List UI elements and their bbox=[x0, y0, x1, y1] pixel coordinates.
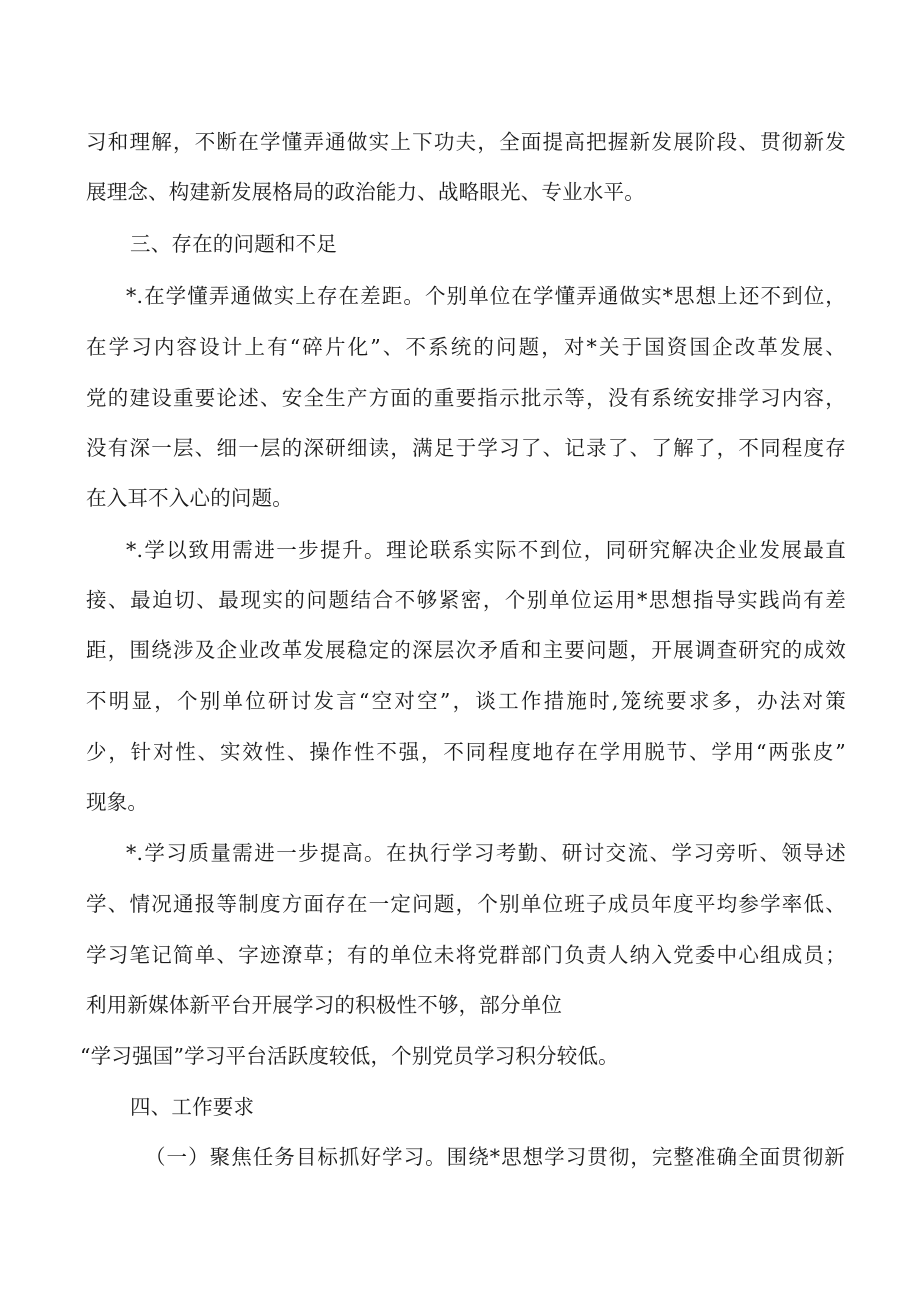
paragraph-line: *.在学懂弄通做实上存在差距。个别单位在学懂弄通做实*思想上还不到位， bbox=[126, 284, 846, 308]
paragraph-line: 党的建设重要论述、安全生产方面的重要指示批示等，没有系统安排学习内容， bbox=[86, 386, 846, 410]
paragraph-line: 在学习内容设计上有“碎片化”、不系统的问题，对*关于国资国企改革发展、 bbox=[86, 335, 846, 359]
section-heading: 三、存在的问题和不足 bbox=[130, 232, 337, 256]
section-heading: 四、工作要求 bbox=[130, 1095, 255, 1119]
subsection-line: （一）聚焦任务目标抓好学习。围绕*思想学习贯彻，完整准确全面贯彻新 bbox=[145, 1145, 845, 1169]
paragraph-line: 学、情况通报等制度方面存在一定问题，个别单位班子成员年度平均参学率低、 bbox=[86, 892, 846, 916]
paragraph-line: 利用新媒体新平台开展学习的积极性不够，部分单位 bbox=[86, 993, 563, 1017]
paragraph-line: 现象。 bbox=[86, 790, 149, 814]
paragraph-line: “学习强国”学习平台活跃度较低，个别党员学习积分较低。 bbox=[80, 1044, 619, 1068]
paragraph-line: 距，围绕涉及企业改革发展稳定的深层次矛盾和主要问题，开展调查研究的成效 bbox=[86, 638, 846, 662]
paragraph-line: 没有深一层、细一层的深研细读，满足于学习了、记录了、了解了，不同程度存 bbox=[86, 436, 846, 460]
paragraph-line: 习和理解，不断在学懂弄通做实上下功夫，全面提高把握新发展阶段、贯彻新发 bbox=[86, 130, 846, 154]
paragraph-line: 不明显，个别单位研讨发言“空对空”，谈工作措施时,笼统要求多，办法对策 bbox=[86, 689, 846, 713]
paragraph-line: 展理念、构建新发展格局的政治能力、战略眼光、专业水平。 bbox=[86, 180, 645, 204]
paragraph-line: *.学习质量需进一步提高。在执行学习考勤、研讨交流、学习旁听、领导述 bbox=[126, 841, 846, 865]
paragraph-line: 在入耳不入心的问题。 bbox=[86, 486, 293, 510]
paragraph-line: 学习笔记简单、字迹潦草；有的单位未将党群部门负责人纳入党委中心组成员； bbox=[86, 943, 846, 967]
paragraph-line: 少，针对性、实效性、操作性不强，不同程度地存在学用脱节、学用“两张皮” bbox=[86, 740, 846, 764]
paragraph-line: *.学以致用需进一步提升。理论联系实际不到位，同研究解决企业发展最直 bbox=[126, 538, 846, 562]
paragraph-line: 接、最迫切、最现实的问题结合不够紧密，个别单位运用*思想指导实践尚有差 bbox=[86, 588, 846, 612]
